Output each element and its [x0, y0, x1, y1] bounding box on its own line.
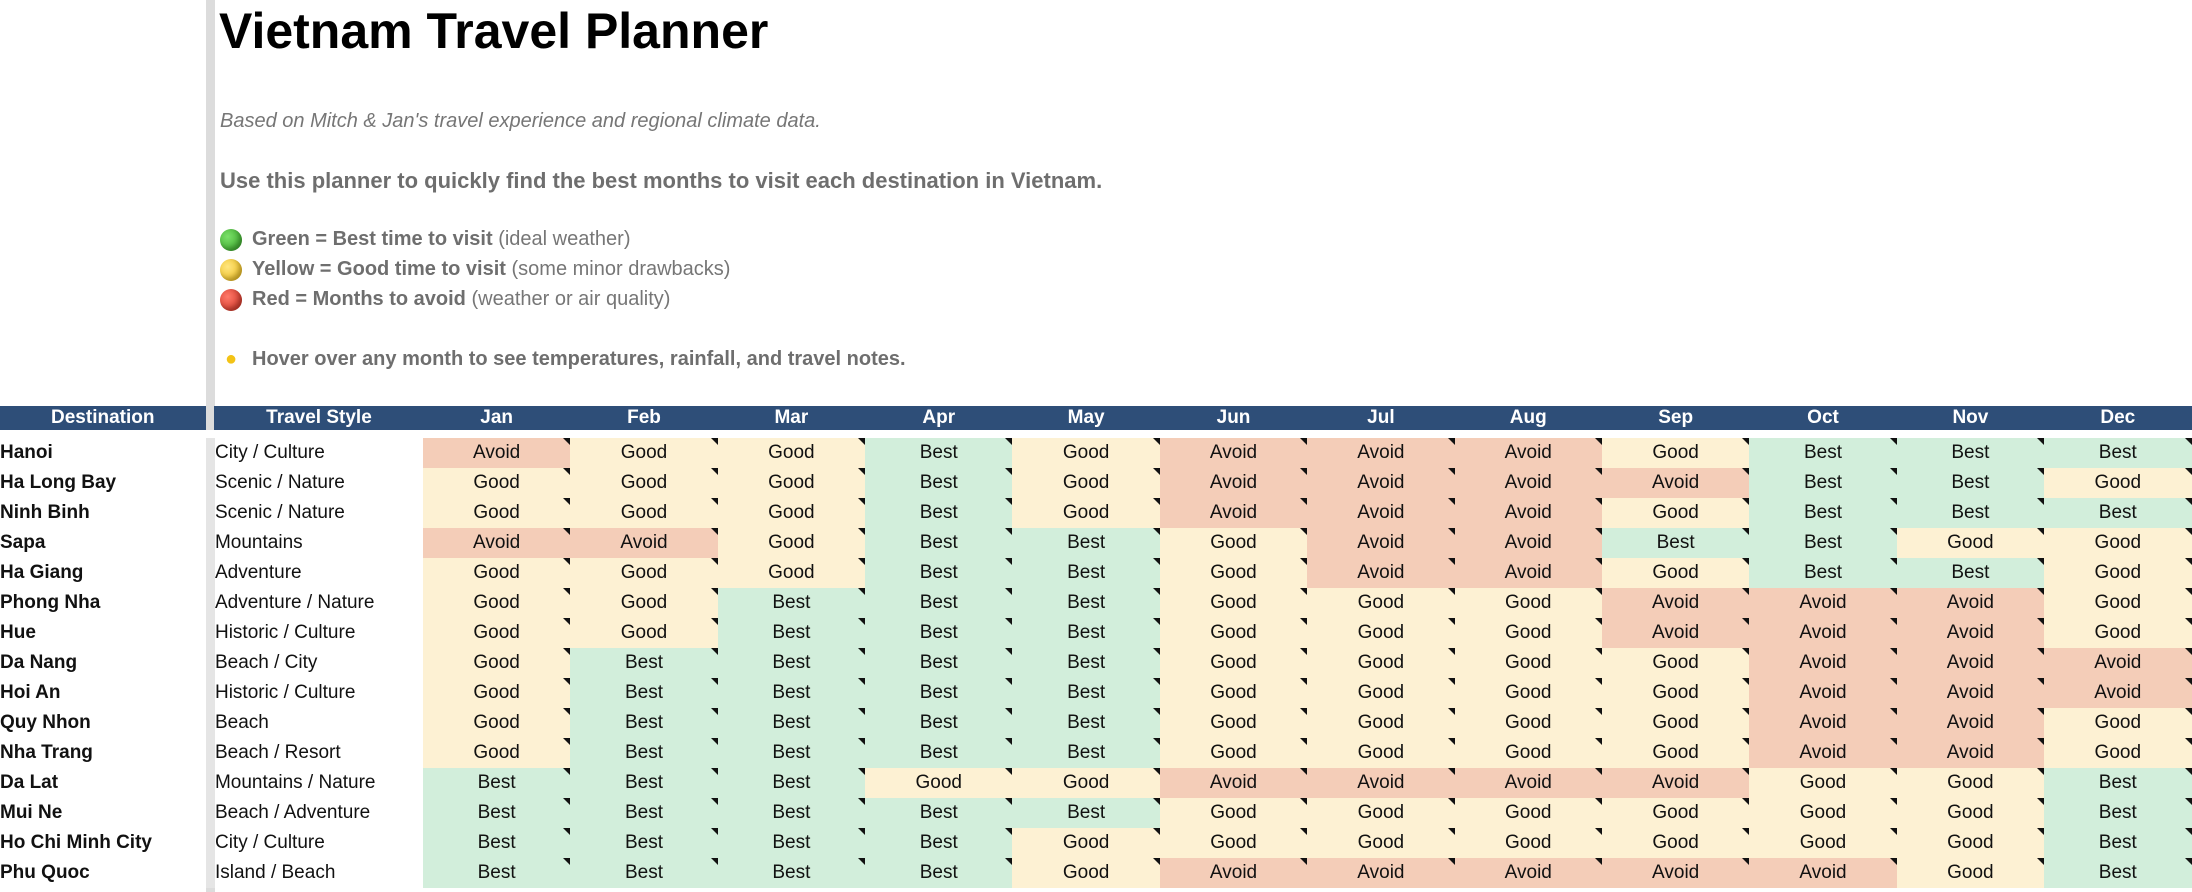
month-rating-cell[interactable]: Avoid: [570, 528, 717, 558]
legend-hint: [220, 348, 906, 371]
header-gap: [206, 406, 215, 434]
header-month-mar: Mar: [718, 406, 865, 434]
month-rating-cell[interactable]: Avoid: [1749, 648, 1896, 678]
month-rating-cell[interactable]: Avoid: [1455, 528, 1602, 558]
month-rating-cell[interactable]: Avoid: [1307, 528, 1454, 558]
month-rating-cell[interactable]: Good: [423, 678, 570, 708]
month-rating-cell[interactable]: Avoid: [2044, 648, 2191, 678]
month-rating-cell[interactable]: Best: [1749, 498, 1896, 528]
header-travel-style: Travel Style: [215, 406, 423, 434]
row-gutter: [206, 708, 215, 738]
month-rating-cell[interactable]: Avoid: [1307, 558, 1454, 588]
header-month-jan: Jan: [423, 406, 570, 434]
month-rating-cell[interactable]: Good: [1160, 528, 1307, 558]
month-rating-cell[interactable]: Good: [1307, 678, 1454, 708]
month-rating-cell[interactable]: Avoid: [2044, 678, 2191, 708]
row-gutter: [206, 738, 215, 768]
month-rating-cell[interactable]: Good: [570, 468, 717, 498]
month-rating-cell[interactable]: Good: [423, 738, 570, 768]
header-month-sep: Sep: [1602, 406, 1749, 434]
month-rating-cell[interactable]: Good: [1160, 618, 1307, 648]
destination-name: Sapa: [0, 528, 206, 558]
month-rating-cell[interactable]: Best: [865, 498, 1012, 528]
travel-style: Historic / Culture: [215, 678, 423, 708]
month-rating-cell[interactable]: Good: [1307, 828, 1454, 858]
month-rating-cell[interactable]: Good: [1012, 828, 1159, 858]
month-rating-cell[interactable]: Good: [865, 768, 1012, 798]
month-rating-cell[interactable]: Good: [1307, 708, 1454, 738]
planner-body: [0, 434, 2192, 888]
month-rating-cell[interactable]: Best: [1749, 468, 1896, 498]
month-rating-cell[interactable]: Good: [570, 558, 717, 588]
month-rating-cell[interactable]: Avoid: [423, 434, 570, 468]
month-rating-cell[interactable]: Avoid: [1455, 498, 1602, 528]
month-rating-cell[interactable]: Good: [1307, 798, 1454, 828]
month-rating-cell[interactable]: Best: [865, 588, 1012, 618]
destination-name: Hoi An: [0, 678, 206, 708]
month-rating-cell[interactable]: Best: [1897, 558, 2044, 588]
month-rating-cell[interactable]: Good: [1455, 588, 1602, 618]
header-month-nov: Nov: [1897, 406, 2044, 434]
month-rating-cell[interactable]: Good: [1307, 648, 1454, 678]
table-row: [0, 468, 2192, 498]
month-rating-cell[interactable]: Good: [1160, 648, 1307, 678]
month-rating-cell[interactable]: Good: [2044, 468, 2191, 498]
month-rating-cell[interactable]: Best: [1749, 528, 1896, 558]
header-destination: Destination: [0, 406, 206, 434]
month-rating-cell[interactable]: Best: [865, 828, 1012, 858]
destination-name: Da Lat: [0, 768, 206, 798]
month-rating-cell[interactable]: Best: [570, 768, 717, 798]
page-title: Vietnam Travel Planner: [219, 3, 769, 59]
table-row: [0, 558, 2192, 588]
table-row: [0, 858, 2192, 888]
month-rating-cell[interactable]: Good: [1455, 678, 1602, 708]
month-rating-cell[interactable]: Best: [865, 468, 1012, 498]
row-gutter: [206, 828, 215, 858]
month-rating-cell[interactable]: Avoid: [1602, 858, 1749, 888]
month-rating-cell[interactable]: Best: [865, 648, 1012, 678]
month-rating-cell[interactable]: Avoid: [1749, 618, 1896, 648]
month-rating-cell[interactable]: Best: [865, 678, 1012, 708]
month-rating-cell[interactable]: Avoid: [1897, 588, 2044, 618]
month-rating-cell[interactable]: Good: [2044, 618, 2191, 648]
month-rating-cell[interactable]: Avoid: [1455, 768, 1602, 798]
row-gutter: [206, 498, 215, 528]
travel-style: Historic / Culture: [215, 618, 423, 648]
row-gutter: [206, 434, 215, 468]
month-rating-cell[interactable]: Avoid: [1160, 468, 1307, 498]
month-rating-cell[interactable]: Good: [1160, 588, 1307, 618]
destination-name: Ha Long Bay: [0, 468, 206, 498]
page-subtitle: Based on Mitch & Jan's travel experience and regional climate data.: [220, 110, 821, 132]
month-rating-cell[interactable]: Good: [423, 558, 570, 588]
header-row: [0, 406, 2192, 434]
month-rating-cell[interactable]: Avoid: [1602, 618, 1749, 648]
destination-name: Phong Nha: [0, 588, 206, 618]
month-rating-cell[interactable]: Best: [1012, 708, 1159, 738]
header-month-dec: Dec: [2044, 406, 2191, 434]
month-rating-cell[interactable]: Best: [1897, 434, 2044, 468]
month-rating-cell[interactable]: Best: [2044, 858, 2191, 888]
month-rating-cell[interactable]: Good: [570, 618, 717, 648]
month-rating-cell[interactable]: Good: [1307, 588, 1454, 618]
row-gutter: [206, 468, 215, 498]
legend-red-note: (weather or air quality): [471, 288, 671, 310]
month-rating-cell[interactable]: Best: [2044, 768, 2191, 798]
month-rating-cell[interactable]: Best: [1602, 528, 1749, 558]
month-rating-cell[interactable]: Good: [1307, 618, 1454, 648]
month-rating-cell[interactable]: Best: [570, 648, 717, 678]
month-rating-cell[interactable]: Avoid: [1749, 738, 1896, 768]
month-rating-cell[interactable]: Good: [1455, 828, 1602, 858]
destination-name: Hanoi: [0, 434, 206, 468]
travel-style: Scenic / Nature: [215, 468, 423, 498]
month-rating-cell[interactable]: Good: [2044, 528, 2191, 558]
month-rating-cell[interactable]: Good: [1602, 738, 1749, 768]
month-rating-cell[interactable]: Best: [2044, 798, 2191, 828]
table-row: [0, 618, 2192, 648]
month-rating-cell[interactable]: Best: [570, 828, 717, 858]
month-rating-cell[interactable]: Avoid: [1602, 768, 1749, 798]
legend-yellow-note: (some minor drawbacks): [511, 258, 731, 280]
month-rating-cell[interactable]: Avoid: [1307, 468, 1454, 498]
month-rating-cell[interactable]: Best: [718, 858, 865, 888]
intro-text: Use this planner to quickly find the best months to visit each destination in Vietnam.: [220, 168, 1103, 193]
month-rating-cell[interactable]: Avoid: [1307, 498, 1454, 528]
month-rating-cell[interactable]: Good: [423, 648, 570, 678]
month-rating-cell[interactable]: Best: [570, 738, 717, 768]
month-rating-cell[interactable]: Good: [1307, 738, 1454, 768]
destination-name: Quy Nhon: [0, 708, 206, 738]
month-rating-cell[interactable]: Good: [1012, 858, 1159, 888]
month-rating-cell[interactable]: Best: [865, 558, 1012, 588]
table-row: [0, 798, 2192, 828]
month-rating-cell[interactable]: Good: [1160, 558, 1307, 588]
green-circle-icon: [220, 229, 242, 251]
red-circle-icon: [220, 289, 242, 311]
month-rating-cell[interactable]: Best: [2044, 498, 2191, 528]
month-rating-cell[interactable]: Good: [1749, 798, 1896, 828]
month-rating-cell[interactable]: Best: [1897, 468, 2044, 498]
month-rating-cell[interactable]: Good: [2044, 738, 2191, 768]
header-month-feb: Feb: [570, 406, 717, 434]
month-rating-cell[interactable]: Best: [1012, 738, 1159, 768]
month-rating-cell[interactable]: Best: [1012, 648, 1159, 678]
month-rating-cell[interactable]: Best: [865, 858, 1012, 888]
destination-name: Nha Trang: [0, 738, 206, 768]
month-rating-cell[interactable]: Best: [865, 618, 1012, 648]
month-rating-cell[interactable]: Good: [1749, 828, 1896, 858]
month-rating-cell[interactable]: Best: [865, 708, 1012, 738]
month-rating-cell[interactable]: Good: [570, 434, 717, 468]
month-rating-cell[interactable]: Good: [1602, 498, 1749, 528]
lightbulb-icon: ●: [224, 348, 238, 370]
month-rating-cell[interactable]: Good: [1160, 678, 1307, 708]
row-gutter: [206, 768, 215, 798]
month-rating-cell[interactable]: Avoid: [1307, 434, 1454, 468]
table-row: [0, 828, 2192, 858]
table-row: [0, 528, 2192, 558]
month-rating-cell[interactable]: Best: [1749, 558, 1896, 588]
legend-yellow-strong: Yellow = Good time to visit: [252, 258, 506, 280]
month-rating-cell[interactable]: Avoid: [1602, 468, 1749, 498]
destination-name: Da Nang: [0, 648, 206, 678]
month-rating-cell[interactable]: Good: [423, 588, 570, 618]
table-row: [0, 434, 2192, 468]
month-rating-cell[interactable]: Good: [1749, 768, 1896, 798]
destination-name: Ho Chi Minh City: [0, 828, 206, 858]
month-rating-cell[interactable]: Best: [570, 798, 717, 828]
row-gutter: [206, 858, 215, 888]
month-rating-cell[interactable]: Best: [1012, 528, 1159, 558]
month-rating-cell[interactable]: Best: [865, 798, 1012, 828]
month-rating-cell[interactable]: Avoid: [1160, 768, 1307, 798]
month-rating-cell[interactable]: Best: [570, 708, 717, 738]
month-rating-cell[interactable]: Avoid: [1455, 558, 1602, 588]
header-month-jul: Jul: [1307, 406, 1454, 434]
header-month-jun: Jun: [1160, 406, 1307, 434]
month-rating-cell[interactable]: Avoid: [1897, 708, 2044, 738]
legend-red: [220, 288, 670, 311]
table-row: [0, 768, 2192, 798]
yellow-circle-icon: [220, 259, 242, 281]
row-gutter: [206, 798, 215, 828]
destination-name: Ha Giang: [0, 558, 206, 588]
month-rating-cell[interactable]: Good: [1602, 708, 1749, 738]
month-rating-cell[interactable]: Good: [718, 528, 865, 558]
month-rating-cell[interactable]: Good: [1455, 708, 1602, 738]
month-rating-cell[interactable]: Good: [1602, 434, 1749, 468]
table-row: [0, 588, 2192, 618]
month-rating-cell[interactable]: Best: [2044, 434, 2191, 468]
month-rating-cell[interactable]: Best: [718, 738, 865, 768]
legend-green-note: (ideal weather): [498, 228, 631, 250]
month-rating-cell[interactable]: Best: [570, 858, 717, 888]
month-rating-cell[interactable]: Good: [1897, 768, 2044, 798]
table-row: [0, 738, 2192, 768]
travel-style: Beach: [215, 708, 423, 738]
table-row: [0, 498, 2192, 528]
month-rating-cell[interactable]: Best: [1749, 434, 1896, 468]
table-row: [0, 708, 2192, 738]
month-rating-cell[interactable]: Avoid: [1897, 648, 2044, 678]
month-rating-cell[interactable]: Best: [423, 768, 570, 798]
table-row: [0, 678, 2192, 708]
legend-yellow: [220, 258, 730, 281]
travel-style: Adventure / Nature: [215, 588, 423, 618]
travel-style: Adventure: [215, 558, 423, 588]
month-rating-cell[interactable]: Good: [1455, 798, 1602, 828]
month-rating-cell[interactable]: Good: [1602, 798, 1749, 828]
travel-style: Beach / City: [215, 648, 423, 678]
month-rating-cell[interactable]: Good: [1602, 648, 1749, 678]
month-rating-cell[interactable]: Avoid: [1307, 768, 1454, 798]
travel-style: Mountains: [215, 528, 423, 558]
month-rating-cell[interactable]: Good: [1602, 828, 1749, 858]
month-rating-cell[interactable]: Good: [1897, 798, 2044, 828]
destination-name: Phu Quoc: [0, 858, 206, 888]
month-rating-cell[interactable]: Good: [1602, 558, 1749, 588]
header-month-apr: Apr: [865, 406, 1012, 434]
month-rating-cell[interactable]: Best: [718, 708, 865, 738]
month-rating-cell[interactable]: Best: [865, 528, 1012, 558]
travel-style: City / Culture: [215, 434, 423, 468]
destination-name: Hue: [0, 618, 206, 648]
month-rating-cell[interactable]: Best: [718, 828, 865, 858]
planner-table: [0, 406, 2192, 888]
row-gutter: [206, 648, 215, 678]
month-rating-cell[interactable]: Avoid: [1455, 858, 1602, 888]
legend-green-strong: Green = Best time to visit: [252, 228, 493, 250]
month-rating-cell[interactable]: Good: [1012, 498, 1159, 528]
row-gutter: [206, 618, 215, 648]
month-rating-cell[interactable]: Best: [1012, 558, 1159, 588]
month-rating-cell[interactable]: Best: [1012, 618, 1159, 648]
travel-style: Beach / Resort: [215, 738, 423, 768]
row-gutter: [206, 678, 215, 708]
travel-style: Island / Beach: [215, 858, 423, 888]
month-rating-cell[interactable]: Good: [1012, 434, 1159, 468]
month-rating-cell[interactable]: Best: [718, 588, 865, 618]
month-rating-cell[interactable]: Good: [570, 498, 717, 528]
month-rating-cell[interactable]: Good: [423, 498, 570, 528]
month-rating-cell[interactable]: Avoid: [1455, 468, 1602, 498]
month-rating-cell[interactable]: Good: [718, 558, 865, 588]
month-rating-cell[interactable]: Best: [718, 648, 865, 678]
month-rating-cell[interactable]: Best: [718, 768, 865, 798]
legend-green: [220, 228, 631, 251]
month-rating-cell[interactable]: Best: [718, 678, 865, 708]
table-row: [0, 648, 2192, 678]
month-rating-cell[interactable]: Good: [570, 588, 717, 618]
destination-name: Mui Ne: [0, 798, 206, 828]
month-rating-cell[interactable]: Good: [2044, 558, 2191, 588]
month-rating-cell[interactable]: Good: [1012, 768, 1159, 798]
month-rating-cell[interactable]: Good: [1160, 708, 1307, 738]
month-rating-cell[interactable]: Avoid: [1897, 618, 2044, 648]
month-rating-cell[interactable]: Avoid: [1160, 858, 1307, 888]
month-rating-cell[interactable]: Best: [1012, 798, 1159, 828]
month-rating-cell[interactable]: Avoid: [1897, 678, 2044, 708]
hint-text: Hover over any month to see temperatures, rainfall, and travel notes.: [252, 348, 906, 370]
travel-style: Scenic / Nature: [215, 498, 423, 528]
month-rating-cell[interactable]: Good: [2044, 588, 2191, 618]
row-gutter: [206, 528, 215, 558]
month-rating-cell[interactable]: Best: [865, 738, 1012, 768]
month-rating-cell[interactable]: Best: [423, 858, 570, 888]
month-rating-cell[interactable]: Good: [1455, 648, 1602, 678]
month-rating-cell[interactable]: Good: [1012, 468, 1159, 498]
month-rating-cell[interactable]: Good: [423, 468, 570, 498]
month-rating-cell[interactable]: Best: [570, 678, 717, 708]
month-rating-cell[interactable]: Good: [423, 708, 570, 738]
travel-style: Beach / Adventure: [215, 798, 423, 828]
month-rating-cell[interactable]: Good: [1897, 828, 2044, 858]
month-rating-cell[interactable]: Best: [865, 434, 1012, 468]
month-rating-cell[interactable]: Good: [718, 498, 865, 528]
month-rating-cell[interactable]: Avoid: [1897, 738, 2044, 768]
header-month-may: May: [1012, 406, 1159, 434]
month-rating-cell[interactable]: Avoid: [1749, 588, 1896, 618]
row-gutter: [206, 588, 215, 618]
month-rating-cell[interactable]: Best: [423, 828, 570, 858]
month-rating-cell[interactable]: Best: [718, 798, 865, 828]
month-rating-cell[interactable]: Best: [1012, 588, 1159, 618]
month-rating-cell[interactable]: Good: [1160, 738, 1307, 768]
month-rating-cell[interactable]: Good: [2044, 708, 2191, 738]
month-rating-cell[interactable]: Good: [718, 468, 865, 498]
month-rating-cell[interactable]: Good: [1897, 528, 2044, 558]
month-rating-cell[interactable]: Good: [1602, 678, 1749, 708]
month-rating-cell[interactable]: Good: [1455, 738, 1602, 768]
month-rating-cell[interactable]: Avoid: [1749, 678, 1896, 708]
month-rating-cell[interactable]: Good: [1160, 798, 1307, 828]
month-rating-cell[interactable]: Good: [718, 434, 865, 468]
month-rating-cell[interactable]: Good: [1897, 858, 2044, 888]
destination-name: Ninh Binh: [0, 498, 206, 528]
month-rating-cell[interactable]: Avoid: [1160, 434, 1307, 468]
month-rating-cell[interactable]: Avoid: [1455, 434, 1602, 468]
month-rating-cell[interactable]: Good: [1455, 618, 1602, 648]
month-rating-cell[interactable]: Avoid: [1307, 858, 1454, 888]
month-rating-cell[interactable]: Best: [2044, 828, 2191, 858]
month-rating-cell[interactable]: Good: [423, 618, 570, 648]
month-rating-cell[interactable]: Best: [718, 618, 865, 648]
month-rating-cell[interactable]: Avoid: [1749, 708, 1896, 738]
month-rating-cell[interactable]: Best: [423, 798, 570, 828]
month-rating-cell[interactable]: Good: [1160, 828, 1307, 858]
month-rating-cell[interactable]: Avoid: [1602, 588, 1749, 618]
month-rating-cell[interactable]: Avoid: [1160, 498, 1307, 528]
month-rating-cell[interactable]: Avoid: [423, 528, 570, 558]
legend-red-strong: Red = Months to avoid: [252, 288, 466, 310]
travel-style: City / Culture: [215, 828, 423, 858]
month-rating-cell[interactable]: Best: [1897, 498, 2044, 528]
header-month-oct: Oct: [1749, 406, 1896, 434]
header-month-aug: Aug: [1455, 406, 1602, 434]
month-rating-cell[interactable]: Best: [1012, 678, 1159, 708]
travel-style: Mountains / Nature: [215, 768, 423, 798]
row-gutter: [206, 558, 215, 588]
month-rating-cell[interactable]: Avoid: [1749, 858, 1896, 888]
